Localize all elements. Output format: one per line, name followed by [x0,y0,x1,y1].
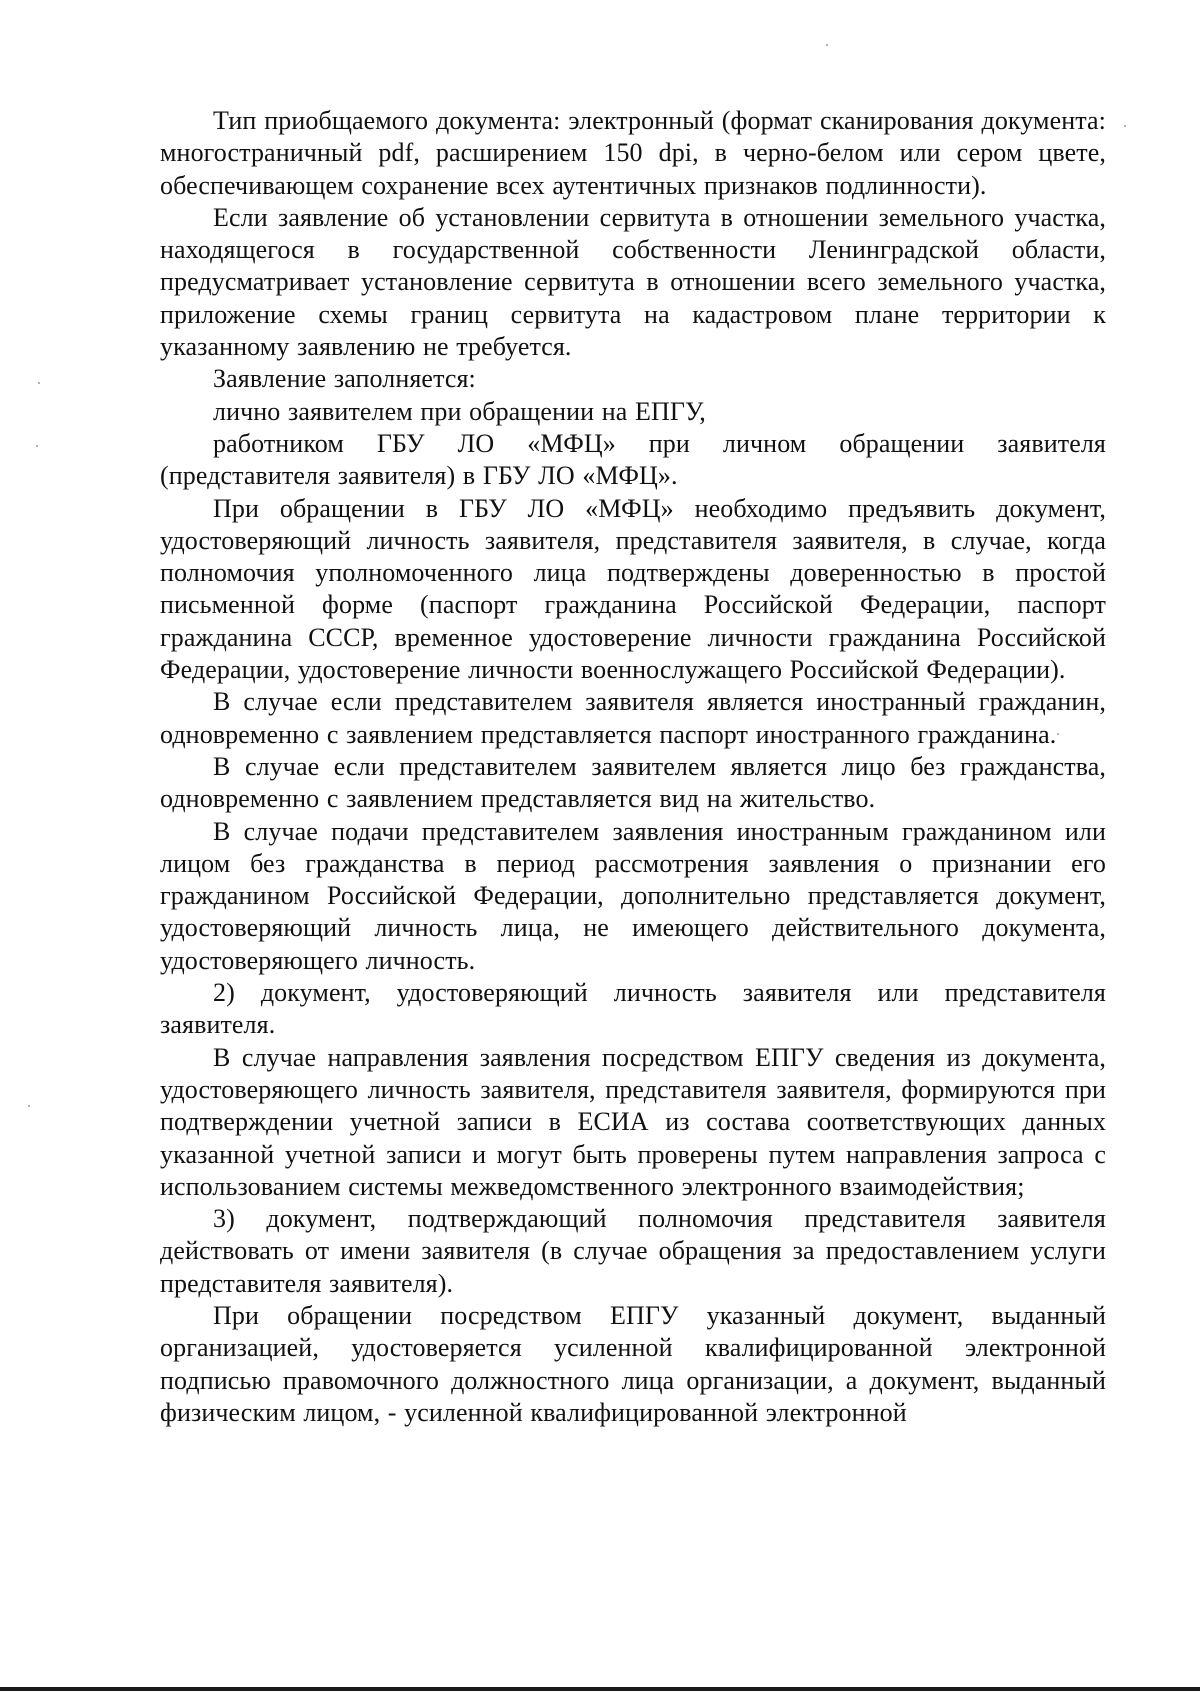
scan-speck [28,1105,30,1107]
scan-speck [826,44,828,46]
paragraph-mfc-employee: работником ГБУ ЛО «МФЦ» при личном обращении заявителя (представителя заявителя) в ГБУ ЛО «МФЦ». [160,428,1106,491]
paragraph-electronic-signature: При обращении посредством ЕПГУ указанный документ, выданный организацией, удостоверяется усиленной квалифицированной электронной подписью правомочного должностного лица организации, а документ, выданный физическим лицом, - усиленной квалифицированной электронной [160,1300,1106,1427]
scan-speck [1057,733,1059,735]
scan-bottom-edge [0,1687,1200,1691]
paragraph-application-filled: Заявление заполняется: [213,364,476,394]
paragraph-item-2-identity: 2) документ, удостоверяющий личность заявителя или представителя заявителя. [160,978,1106,1040]
paragraph-personally-epgu: лично заявителем при обращении на ЕПГУ, [213,396,706,426]
paragraph-document-format: Тип приобщаемого документа: электронный (формат сканирования документа: многостраничный pdf, расширением 150 dpi, в черно-белом или сером цвете, обеспечивающем сохранение всех аутентичных признаков подлинности). [160,106,1106,200]
document-body [160,105,1106,1429]
paragraph-item-3-authority: 3) документ, подтверждающий полномочия представителя заявителя действовать от имени заявителя (в случае обращения за предоставлением услуги представителя заявителя). [160,1204,1106,1298]
paragraph-stateless-person: В случае если представителем заявителем является лицо без гражданства, одновременно с заявлением представляется вид на жительство. [160,751,1106,814]
paragraph-mfc-identity-document: При обращении в ГБУ ЛО «МФЦ» необходимо предъявить документ, удостоверяющий личность заявителя, представителя заявителя, в случае, когда полномочия уполномоченного лица подтверждены доверенностью в простой письменной форме (паспорт гражданина Российской Федерации, паспорт гражданина СССР, временное удостоверение личности гражданина Российской Федерации, удостоверение личности военнослужащего Российской Федерации). [160,493,1106,685]
paragraph-citizenship-review: В случае подачи представителем заявления иностранным гражданином или лицом без гражданства в период рассмотрения заявления о признании его гражданином Российской Федерации, дополнительно представляется документ, удостоверяющий личность лица, не имеющего действительного документа, удостоверяющего личность. [160,816,1106,975]
paragraph-servitude-scheme: Если заявление об установлении сервитута в отношении земельного участка, находящегося в государственной собственности Ленинградской области, предусматривает установление сервитута в отношении всего земельного участка, приложение схемы границ сервитута на кадастровом плане территории к указанному заявлению не требуется. [160,202,1106,362]
scan-speck [1124,125,1126,127]
scan-speck [38,382,40,384]
paragraph-foreign-citizen: В случае если представителем заявителя является иностранный гражданин, одновременно с заявлением представляется паспорт иностранного гражданина. [160,687,1106,749]
paragraph-epgu-esia: В случае направления заявления посредством ЕПГУ сведения из документа, удостоверяющего личность заявителя, представителя заявителя, формируются при подтверждении учетной записи в ЕСИА из состава соответствующих данных указанной учетной записи и могут быть проверены путем направления запроса с использованием системы межведомственного электронного взаимодействия; [160,1042,1106,1201]
scan-speck [36,445,38,447]
